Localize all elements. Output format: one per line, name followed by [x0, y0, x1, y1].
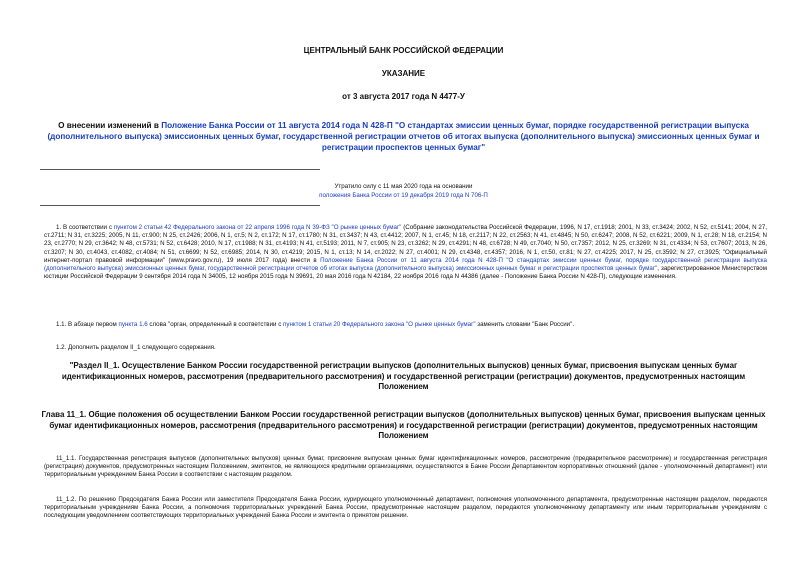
para1-1-text: 1.1. В абзаце первом [56, 321, 119, 328]
issuer-org: ЦЕНТРАЛЬНЫЙ БАНК РОССИЙСКОЙ ФЕДЕРАЦИИ [303, 46, 504, 55]
para1-1-text: заменить словами "Банк России". [475, 321, 575, 328]
point-1-6-link[interactable]: пункта 1.6 [118, 321, 148, 328]
document-title [40, 120, 767, 153]
title-prefix: О внесении изменений в [58, 121, 162, 130]
paragraph-1-2: 1.2. Дополнить разделом II_1 следующего содержания. [56, 344, 216, 351]
document-type: УКАЗАНИЕ [381, 69, 426, 78]
chapter-title: Глава 11_1. Общие положения об осуществлении Банком России государственной регистрации выпусков (дополнительных выпусков) ценных бумаг, присвоения выпускам ценных бумаг идентификационных номеров, рассмотрения (предварительного рассмотрения) и государственной регистрации (регистрации) документов, предусмотренных настоящим Положением [41, 410, 766, 440]
para1-text: 1. В соответствии с [56, 224, 114, 231]
status-note-link[interactable]: положения Банка России от 19 декабря 2019 года N 706-П [319, 191, 488, 199]
para1-text: (Собрание законодательства Российской Федерации, 1996, N 17, ст.1918; 2001, N 33, ст.3424; 2002, N 52, ст.5141; 2004, N 27, ст.2711; N 31, ст.3225; 2005, N 11, ст.900; N 25, ст.2426; 2006, N 1, ст.5; N 2, ст.172; N 17, ст.1780; N 31, ст.3437; N 43, ст.4412; 2007, N 1, ст.45; N 18, ст.2117; N 22, ст.2563; N 41, ст.4845; N 50, ст.6247; 2008, N 52, ст.6221; 2009, N 1, ст.28; N 18, ст.2154; N 23, ст.2770; N 29, ст.3642; N 48, ст.5731; N 52, ст.6428; 2010, N 17, ст.1988; N 31, ст.4193; N 41, ст.5193; 2011, N 7, ст.905; N 23, ст.3262; N 29, ст.4291; N 48, ст.6728; N 49, ст.7040; N 50, ст.7357; 2012, N 25, ст.3269; N 31, ст.4334; N 53, ст.7607; 2013, N 26, ст.3207; N 30, ст.4043, ст.4082, ст.4084; N 51, ст.6699; N 52, ст.6985; 2014, N 30, ст.4219; 2015, N 1, ст.13; N 14, ст.2022; N 27, ст.4001; N 29, ст.4348, ст.4357; 2016, N 1, ст.50, ст.81; N 27, ст.4225; 2017, N 25, ст.3592; N 27, ст.3925; "Официальный интернет-портал правовой информации" (www.pravo.gov.ru), 19 июля 2017 года) внести в [44, 224, 767, 264]
document-date-number: от 3 августа 2017 года N 4477-У [342, 92, 465, 101]
paragraph-1 [44, 224, 767, 281]
para1-1-text: слова "орган, определенный в соответствии с [147, 321, 284, 328]
divider-bottom [40, 205, 320, 206]
article-20-link[interactable]: пунктом 1 статьи 20 Федерального закона "О рынке ценных бумаг" [283, 321, 476, 328]
title-regulation-link[interactable]: Положение Банка России от 11 августа 2014 года N 428-П "О стандартах эмиссии ценных бумаг, порядке государственной регистрации выпуска (дополнительного выпуска) эмиссионных ценных бумаг, государственной регистрации отчетов об итогах выпуска (дополнительного выпуска) эмиссионных ценных бумаг и регистрации проспектов ценных бумаг" [47, 121, 760, 152]
para1-text: , зарегистрированное Министерством юстиции Российской Федерации 9 сентября 2014 года N 34005, 12 ноября 2015 года N 39691, 20 мая 2016 года N 42184, 22 ноября 2016 года N 44386 (далее - Положение Банка России N 428-П), следующие изменения. [44, 265, 767, 281]
paragraph-11-1-2: 11_1.2. По решению Председателя Банка России или заместителя Председателя Банка России, курирующего уполномоченный департамент, полномочия уполномоченного департамента, предусмотренные настоящим разделом, передаются территориальным учреждениям Банка России, а полномочия территориальных учреждений Банка России, предусмотренные настоящим разделом, передаются уполномоченному департаменту или иным территориальным учреждениям с последующим уведомлением соответствующих территориальных учреждений Банка России и эмитента о принятом решении. [44, 496, 767, 520]
status-note [200, 183, 607, 200]
divider-top [40, 169, 320, 170]
paragraph-11-1-1: 11_1.1. Государственная регистрация выпусков (дополнительных выпусков) ценных бумаг, присвоение выпускам ценных бумаг идентификационных номеров, рассмотрение (предварительное рассмотрение) и государственная регистрация (регистрация) документов, предусмотренных настоящим Положением, эмитентов, не являющихся кредитными организациями, осуществляются в Банке России Департаментом корпоративных отношений (далее - уполномоченный департамент) или территориальным учреждением Банка России в соответствии с настоящим разделом. [44, 455, 767, 479]
section-title: "Раздел II_1. Осуществление Банком России государственной регистрации выпусков (дополнительных выпусков) ценных бумаг, присвоения выпускам ценных бумаг идентификационных номеров, рассмотрения (предварительного рассмотрения) и государственной регистрации (регистрации) документов, предусмотренных настоящим Положением [61, 361, 746, 391]
status-note-line: Утратило силу с 11 мая 2020 года на основании [334, 183, 473, 190]
regulation-428p-link[interactable]: Положение Банка России от 11 августа 2014 года N 428-П "О стандартах эмиссии ценных бумаг, порядке государственной регистрации выпуска (дополнительного выпуска) эмиссионных ценных бумаг, государственной регистрации отчетов об итогах выпуска (дополнительного выпуска) эмиссионных ценных бумаг и регистрации проспектов ценных бумаг" [44, 256, 767, 273]
paragraph-1-1 [44, 321, 767, 329]
law-39fz-link[interactable]: пунктом 2 статьи 42 Федерального закона от 22 апреля 1996 года N 39-ФЗ "О рынке ценных бумаг" [113, 224, 402, 231]
